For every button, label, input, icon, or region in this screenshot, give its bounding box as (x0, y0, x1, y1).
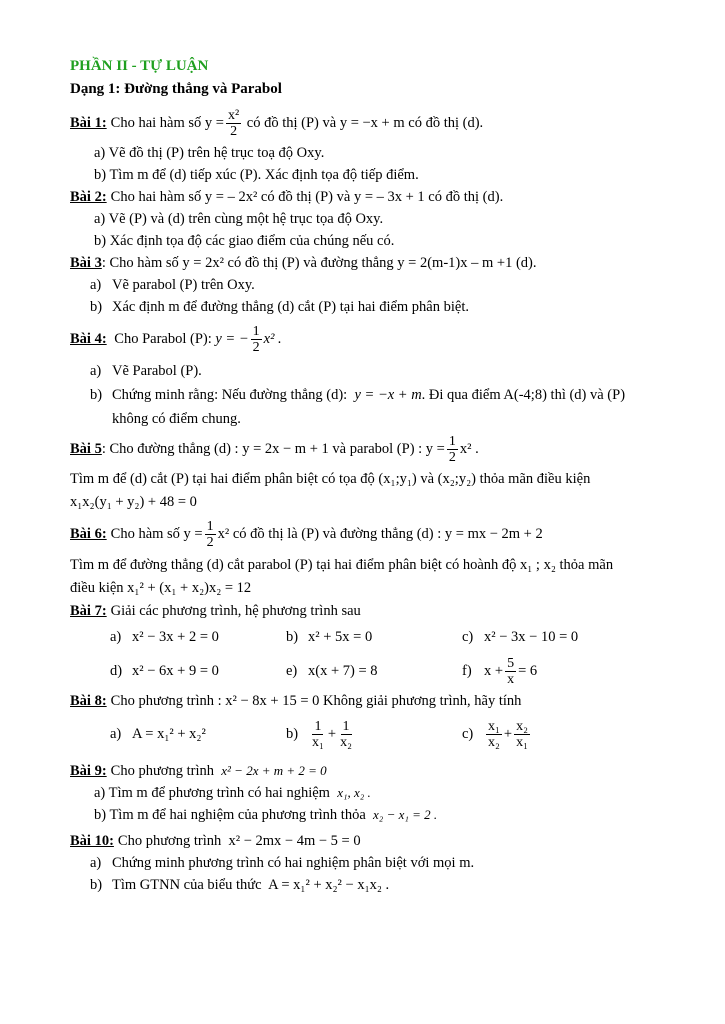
bai1-frac-den: 2 (230, 123, 238, 139)
bai6-post: x² có đồ thị là (P) và đường thẳng (d) : y = mx − 2m + 2 (217, 525, 543, 542)
bai4-lhs: y = − (215, 330, 249, 347)
bai4-a-label: a) (90, 363, 102, 379)
bai10-eq: x² − 2mx − 4m − 5 = 0 (228, 833, 361, 849)
bai3-b-label: b) (90, 299, 103, 315)
bai5-p2: x₁x₂(y₁ + y₂) + 48 = 0 (70, 494, 197, 510)
bai8-b-plus: + (327, 725, 337, 742)
bai8-b-den2: x₂ (340, 734, 352, 750)
bai7-b-label: b) (286, 629, 299, 645)
bai6-p2: điều kiện x₁² + (x₁ + x₂)x₂ = 12 (70, 580, 252, 596)
bai7-row1 (70, 622, 675, 652)
bai7-f-post: = 6 (518, 662, 538, 679)
bai8-a-label: a) (110, 725, 122, 742)
bai1-b: b) Tìm m để (d) tiếp xúc (P). Xác định tọa độ tiếp điểm. (94, 167, 419, 183)
bai4-b-text (112, 382, 625, 408)
bai7-e-eq: x(x + 7) = 8 (308, 663, 378, 679)
bai4-frac-num: 1 (252, 323, 260, 339)
bai7-f-num: 5 (507, 655, 515, 671)
bai8-a-eq: A = x₁² + x₂² (132, 725, 206, 742)
bai6-fraction (205, 519, 216, 550)
bai9-b-pre: b) Tìm m để hai nghiệm của phương trình thỏa (94, 807, 366, 823)
bai9-b-eq: x₂ − x₁ = 2 . (373, 807, 438, 822)
bai7-text: Giải các phương trình, hệ phương trình sau (110, 603, 361, 619)
bai8-b-num2: 1 (342, 718, 350, 734)
bai9-a (70, 782, 675, 804)
bai8-c-den2: x₁ (516, 734, 528, 750)
bai1-statement (70, 104, 675, 142)
bai1-a: a) Vẽ đồ thị (P) trên hệ trục toạ độ Oxy. (94, 145, 325, 161)
bai3-a-label: a) (90, 277, 102, 293)
bai9-eq: x² − 2x + m + 2 = 0 (221, 763, 327, 778)
bai4-b-post: . Đi qua điểm A(-4;8) thì (d) và (P) (421, 387, 626, 403)
bai3-b (70, 296, 675, 318)
bai10-a-text: Chứng minh phương trình có hai nghiệm phân biệt với mọi m. (112, 855, 475, 871)
bai6-label: Bài 6: (70, 525, 107, 542)
bai5-post: x² . (459, 440, 479, 457)
bai1-label: Bài 1: (70, 114, 107, 131)
bai7-d-label: d) (110, 663, 123, 679)
bai1-mid: có đồ thị (P) và (246, 114, 337, 131)
bai8-c-den1: x₂ (488, 734, 500, 750)
bai8-b-den1: x₁ (312, 734, 324, 750)
bai7-b (286, 622, 462, 652)
bai10-label: Bài 10: (70, 833, 114, 849)
bai1-fraction (226, 108, 241, 139)
bai5-pre: : Cho đường thẳng (d) : y = 2x − m + 1 và parabol (P) : y = (101, 440, 445, 457)
bai10-b (70, 874, 675, 896)
bai7-a (110, 622, 286, 652)
bai5-p1: Tìm m để (d) cắt (P) tại hai điểm phân biệt có tọa độ (x₁;y₁) và (x₂;y₂) thỏa mãn điều kiện (70, 471, 591, 487)
bai1-frac-num: x² (227, 107, 240, 123)
bai1-pre: Cho hai hàm số (110, 114, 202, 131)
bai7-d-eq: x² − 6x + 9 = 0 (132, 663, 219, 679)
bai5-statement (70, 430, 675, 468)
bai8-a (110, 727, 286, 742)
bai8-b-frac2 (338, 719, 354, 750)
bai8-c (462, 719, 675, 750)
bai7-e (286, 653, 462, 689)
bai7-statement (70, 600, 675, 622)
bai8-b-num1: 1 (314, 718, 322, 734)
bai7-e-label: e) (286, 663, 298, 679)
bai7-b-eq: x² + 5x = 0 (308, 629, 373, 645)
bai4-b-eq: y = −x + m (354, 387, 422, 403)
bai3-label: Bài 3 (70, 255, 102, 271)
bai8-c-num1: x₁ (488, 718, 500, 734)
bai2-statement (70, 186, 675, 208)
bai4-a-text: Vẽ Parabol (P). (112, 363, 202, 379)
bai9-a-eq: x₁, x₂ . (337, 785, 371, 800)
bai10-b-text (112, 874, 389, 896)
bai4-statement (70, 318, 675, 360)
bai4-b-label: b) (90, 387, 103, 403)
bai7-c (462, 622, 675, 652)
bai4-label: Bài 4: (70, 330, 107, 347)
bai8-statement (70, 690, 675, 712)
bai5-frac-den: 2 (448, 449, 456, 465)
bai10-statement (70, 830, 675, 852)
bai8-c-label: c) (462, 725, 474, 742)
bai4-pre: Cho Parabol (P): (114, 330, 212, 347)
bai1-post: có đồ thị (d). (408, 114, 484, 131)
bai6-frac-num: 1 (206, 518, 214, 534)
bai10-b-eq: A = x₁² + x₂² − x₁x₂ . (268, 877, 390, 893)
bai3-statement (70, 252, 675, 274)
bai3-a-text: Vẽ parabol (P) trên Oxy. (112, 277, 255, 293)
bai5-frac-num: 1 (448, 433, 456, 449)
bai7-d (110, 653, 286, 689)
bai9-pre: Cho phương trình (110, 763, 214, 779)
bai6-pre: Cho hàm số y = (110, 525, 203, 542)
bai7-row2 (70, 652, 675, 690)
bai8-row (70, 712, 675, 756)
section-title: PHẦN II - TỰ LUẬN (70, 58, 209, 74)
bai10-pre: Cho phương trình (117, 833, 222, 849)
bai8-c-num2: x₂ (516, 718, 528, 734)
bai8-label: Bài 8: (70, 693, 107, 709)
bai9-b (70, 804, 675, 826)
bai8-b (286, 719, 462, 750)
bai7-f (462, 656, 675, 687)
bai10-b-pre: Tìm GTNN của biểu thức (112, 877, 262, 893)
bai8-c-frac1 (486, 719, 502, 750)
bai7-f-label: f) (462, 662, 472, 679)
bai2-b: b) Xác định tọa độ các giao điểm của chúng nếu có. (94, 233, 395, 249)
bai9-statement (70, 760, 675, 782)
bai7-f-den: x (507, 671, 515, 687)
bai7-c-label: c) (462, 629, 474, 645)
bai3-a (70, 274, 675, 296)
bai8-b-label: b) (286, 725, 299, 742)
bai10-a (70, 852, 675, 874)
bai2-label: Bài 2: (70, 189, 107, 205)
bai7-label: Bài 7: (70, 603, 107, 619)
bai10-b-label: b) (90, 877, 103, 893)
bai4-b-pre: Chứng minh rằng: Nếu đường thẳng (d): (112, 387, 348, 403)
bai7-f-fraction (505, 656, 516, 687)
bai9-label: Bài 9: (70, 763, 107, 779)
bai5-label: Bài 5 (70, 440, 102, 457)
bai4-b-cont: không có điểm chung. (112, 411, 241, 427)
bai4-b (70, 382, 675, 408)
bai3-text: : Cho hàm số y = 2x² có đồ thị (P) và đường thẳng y = 2(m-1)x – m +1 (d). (101, 255, 537, 271)
bai2-a: a) Vẽ (P) và (d) trên cùng một hệ trục tọa độ Oxy. (94, 211, 384, 227)
dang-title: Dạng 1: Đường thẳng và Parabol (70, 81, 282, 97)
bai2-text: Cho hai hàm số y = – 2x² có đồ thị (P) và y = – 3x + 1 có đồ thị (d). (110, 189, 504, 205)
bai5-fraction (447, 434, 458, 465)
bai1-f-lhs: y = (204, 114, 224, 131)
bai8-c-plus: + (503, 725, 513, 742)
page-content (70, 58, 675, 896)
bai4-a (70, 360, 675, 382)
bai9-a-pre: a) Tìm m để phương trình có hai nghiệm (94, 785, 330, 801)
bai4-rhs: x² . (263, 330, 282, 347)
bai8-c-frac2 (514, 719, 530, 750)
bai4-fraction (251, 324, 262, 355)
bai10-a-label: a) (90, 855, 102, 871)
bai7-a-label: a) (110, 629, 122, 645)
bai4-frac-den: 2 (252, 339, 260, 355)
bai3-b-text: Xác định m để đường thẳng (d) cắt (P) tại hai điểm phân biệt. (112, 299, 469, 315)
bai7-f-pre: x + (484, 662, 504, 679)
bai8-text: Cho phương trình : x² − 8x + 15 = 0 Không giải phương trình, hãy tính (110, 693, 522, 709)
bai8-b-frac1 (310, 719, 326, 750)
bai7-c-eq: x² − 3x − 10 = 0 (484, 629, 579, 645)
bai6-p1: Tìm m để đường thẳng (d) cắt parabol (P) tại hai điểm phân biệt có hoành độ x₁ ; x₂ thỏa mãn (70, 557, 614, 573)
bai1-g: y = −x + m (339, 114, 405, 131)
bai7-a-eq: x² − 3x + 2 = 0 (132, 629, 219, 645)
bai6-statement (70, 514, 675, 554)
bai6-frac-den: 2 (206, 534, 214, 550)
